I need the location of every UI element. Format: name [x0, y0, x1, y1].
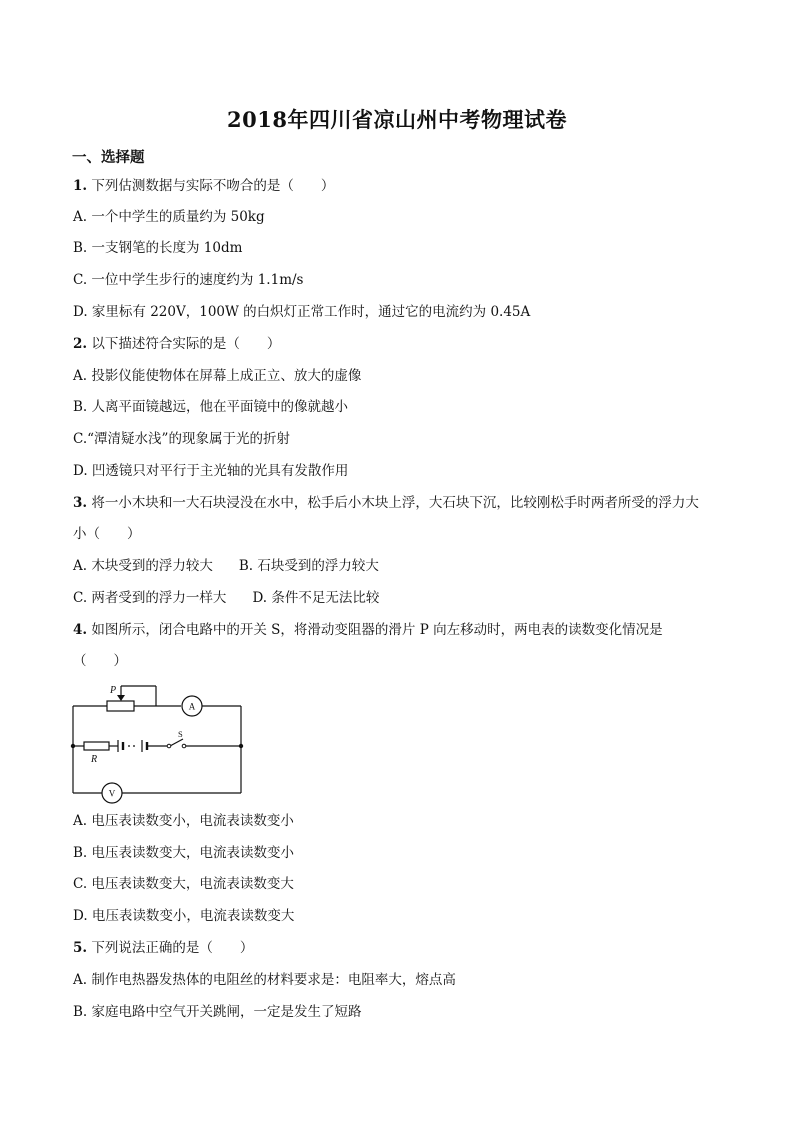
question-number: 1. — [73, 178, 88, 194]
option-5b: B. 家庭电路中空气开关跳闸，一定是发生了短路 — [73, 1004, 362, 1020]
question-4 — [73, 620, 663, 640]
question-number: 2. — [73, 336, 88, 352]
label-s: S — [178, 729, 183, 739]
option-1d: D. 家里标有 220V，100W 的白炽灯正常工作时，通过它的电流约为 0.45A — [73, 304, 531, 320]
question-number: 4. — [73, 622, 88, 638]
option-3d: D. 条件不足无法比较 — [252, 590, 380, 606]
circuit-diagram — [66, 678, 256, 806]
resistor-r — [84, 742, 109, 750]
label-a: A — [188, 701, 196, 712]
rheostat-resistor — [107, 701, 134, 711]
options-row-3cd — [73, 588, 379, 608]
option-2a: A. 投影仪能使物体在屏幕上成正立、放大的虚像 — [73, 368, 362, 384]
option-1b: B. 一支钢笔的长度为 10dm — [73, 240, 243, 256]
question-2 — [73, 334, 280, 354]
junction-left — [71, 744, 75, 748]
options-row-3ab — [73, 556, 379, 576]
option-4b: B. 电压表读数变大，电流表读数变小 — [73, 845, 295, 861]
slider-arrow — [117, 695, 125, 701]
question-3 — [73, 493, 699, 513]
question-4-stem-cont: （ ） — [73, 653, 127, 669]
label-r: R — [91, 754, 98, 765]
question-stem: 以下描述符合实际的是（ ） — [91, 336, 281, 352]
option-4c: C. 电压表读数变大，电流表读数变大 — [73, 876, 294, 892]
question-number: 3. — [73, 495, 88, 511]
junction-right — [239, 744, 243, 748]
option-3c: C. 两者受到的浮力一样大 — [73, 590, 227, 606]
page-title: 2018年四川省凉山州中考物理试卷 — [227, 107, 567, 132]
option-2b: B. 人离平面镜越远，他在平面镜中的像就越小 — [73, 399, 349, 415]
question-stem: 下列估测数据与实际不吻合的是（ ） — [91, 178, 335, 194]
label-p: P — [110, 685, 117, 696]
option-3b: B. 石块受到的浮力较大 — [238, 558, 379, 574]
section-heading: 一、选择题 — [72, 149, 145, 166]
option-2d: D. 凹透镜只对平行于主光轴的光具有发散作用 — [73, 463, 349, 479]
option-2c: C.“潭清疑水浅”的现象属于光的折射 — [73, 431, 290, 447]
question-1 — [73, 176, 334, 196]
question-stem: 将一小木块和一大石块浸没在水中，松手后小木块上浮，大石块下沉，比较刚松手时两者所受的浮力大 — [91, 495, 699, 511]
option-3a: A. 木块受到的浮力较大 — [73, 558, 213, 574]
label-v: V — [108, 788, 116, 799]
question-stem: 下列说法正确的是（ ） — [91, 940, 254, 956]
option-5a: A. 制作电热器发热体的电阻丝的材料要求是：电阻率大，熔点高 — [73, 972, 456, 988]
question-5 — [73, 938, 253, 958]
question-number: 5. — [73, 940, 88, 956]
switch-s — [170, 739, 183, 746]
question-stem: 如图所示，闭合电路中的开关 S，将滑动变阻器的滑片 P 向左移动时，两电表的读数变化情况是 — [91, 622, 663, 638]
question-3-stem-cont: 小（ ） — [73, 526, 141, 542]
option-1c: C. 一位中学生步行的速度约为 1.1m/s — [73, 272, 304, 288]
option-4d: D. 电压表读数变小，电流表读数变大 — [73, 908, 295, 924]
option-4a: A. 电压表读数变小，电流表读数变小 — [73, 813, 294, 829]
option-1a: A. 一个中学生的质量约为 50kg — [73, 209, 265, 225]
